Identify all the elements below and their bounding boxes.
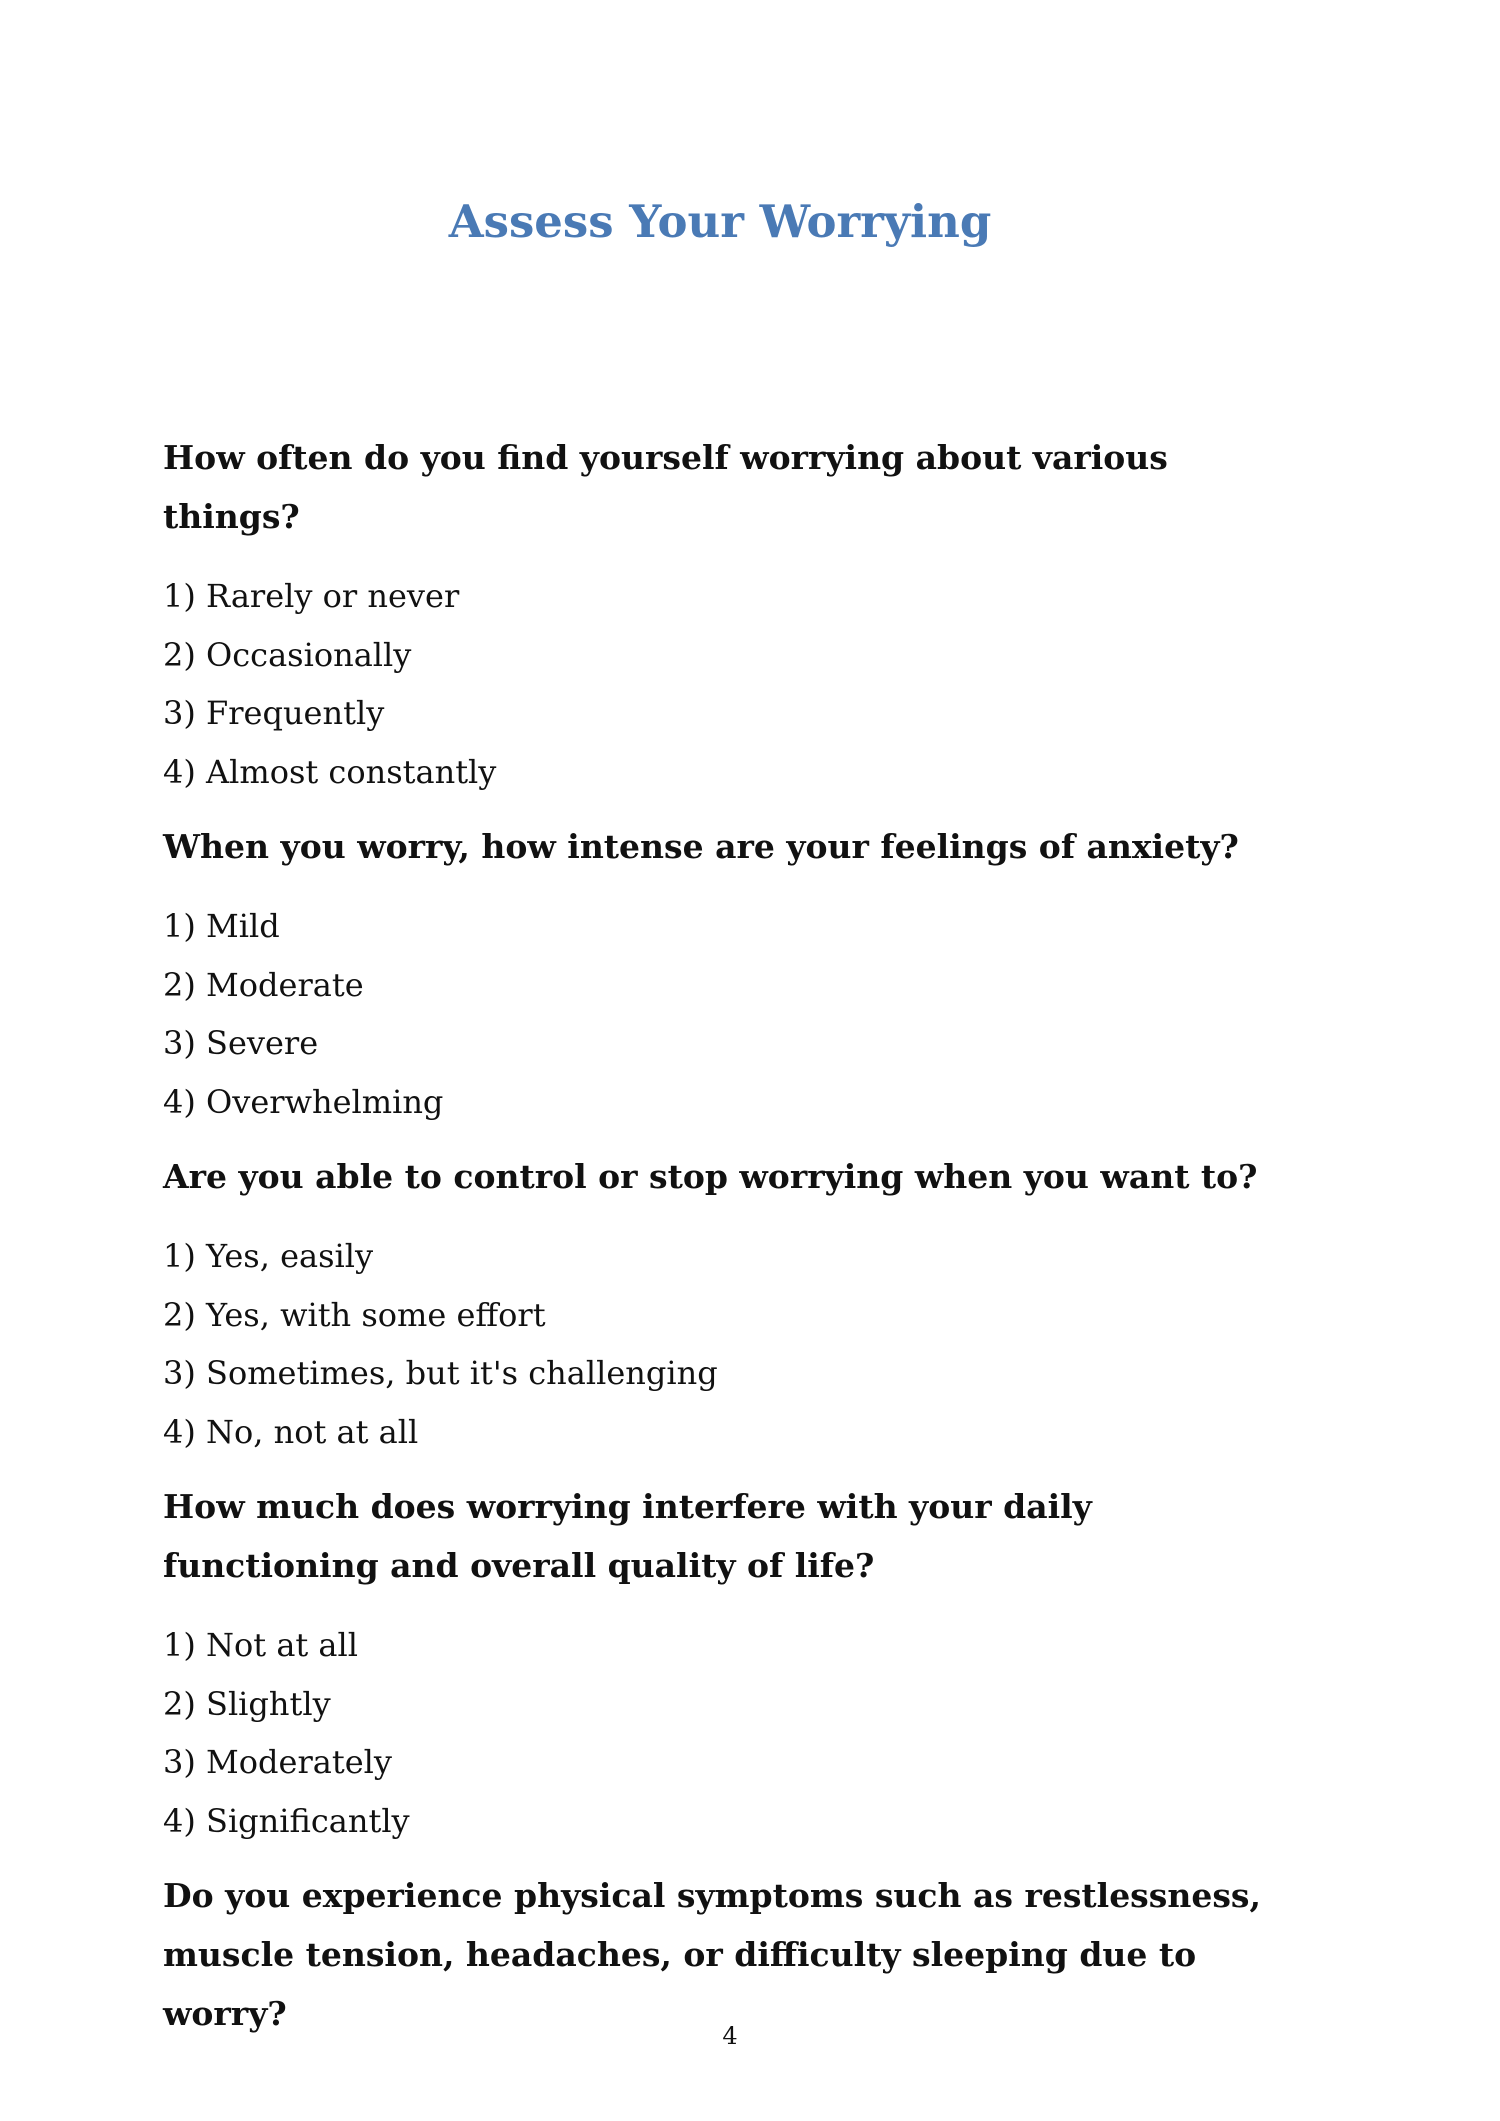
- question-block: [163, 1477, 1303, 1850]
- option-item: 4) Significantly: [163, 1801, 410, 1840]
- option-item: 3) Frequently: [163, 694, 385, 732]
- option-list: [163, 1227, 1303, 1461]
- option-item: 3) Sometimes, but it's challenging: [163, 1354, 718, 1392]
- question-text: How much does worrying interfere with your daily functioning and overall quality of life?: [163, 1487, 1092, 1585]
- option-list: [163, 1616, 1303, 1850]
- option-item: 4) Overwhelming: [163, 1082, 444, 1121]
- option-list: [163, 567, 1303, 801]
- question-text: Do you experience physical symptoms such as restlessness, muscle tension, headaches, or difficulty sleeping due to worry?: [163, 1876, 1261, 2033]
- option-item: 3) Severe: [163, 1024, 319, 1062]
- option-item: 1) Mild: [163, 907, 280, 945]
- page-title: Assess Your Worrying: [448, 195, 992, 248]
- option-item: 3) Moderately: [163, 1743, 392, 1781]
- question-text: Are you able to control or stop worrying when you want to?: [163, 1157, 1258, 1196]
- question-block: [163, 428, 1303, 801]
- option-item: 1) Yes, easily: [163, 1237, 374, 1275]
- page-number: 4: [722, 2022, 738, 2050]
- option-item: 4) No, not at all: [163, 1412, 419, 1451]
- option-item: 4) Almost constantly: [163, 752, 497, 791]
- option-list: [163, 897, 1303, 1131]
- option-item: 2) Yes, with some effort: [163, 1295, 546, 1334]
- questionnaire: [163, 428, 1303, 2064]
- question-text: When you worry, how intense are your feelings of anxiety?: [163, 827, 1239, 866]
- question-block: [163, 817, 1303, 1131]
- option-item: 2) Occasionally: [163, 635, 412, 674]
- option-item: 2) Moderate: [163, 965, 364, 1004]
- option-item: 2) Slightly: [163, 1684, 331, 1723]
- question-block: [163, 1147, 1303, 1461]
- question-text: How often do you find yourself worrying about various things?: [163, 438, 1168, 536]
- option-item: 1) Rarely or never: [163, 577, 460, 615]
- option-item: 1) Not at all: [163, 1626, 358, 1664]
- question-block: [163, 1866, 1303, 2043]
